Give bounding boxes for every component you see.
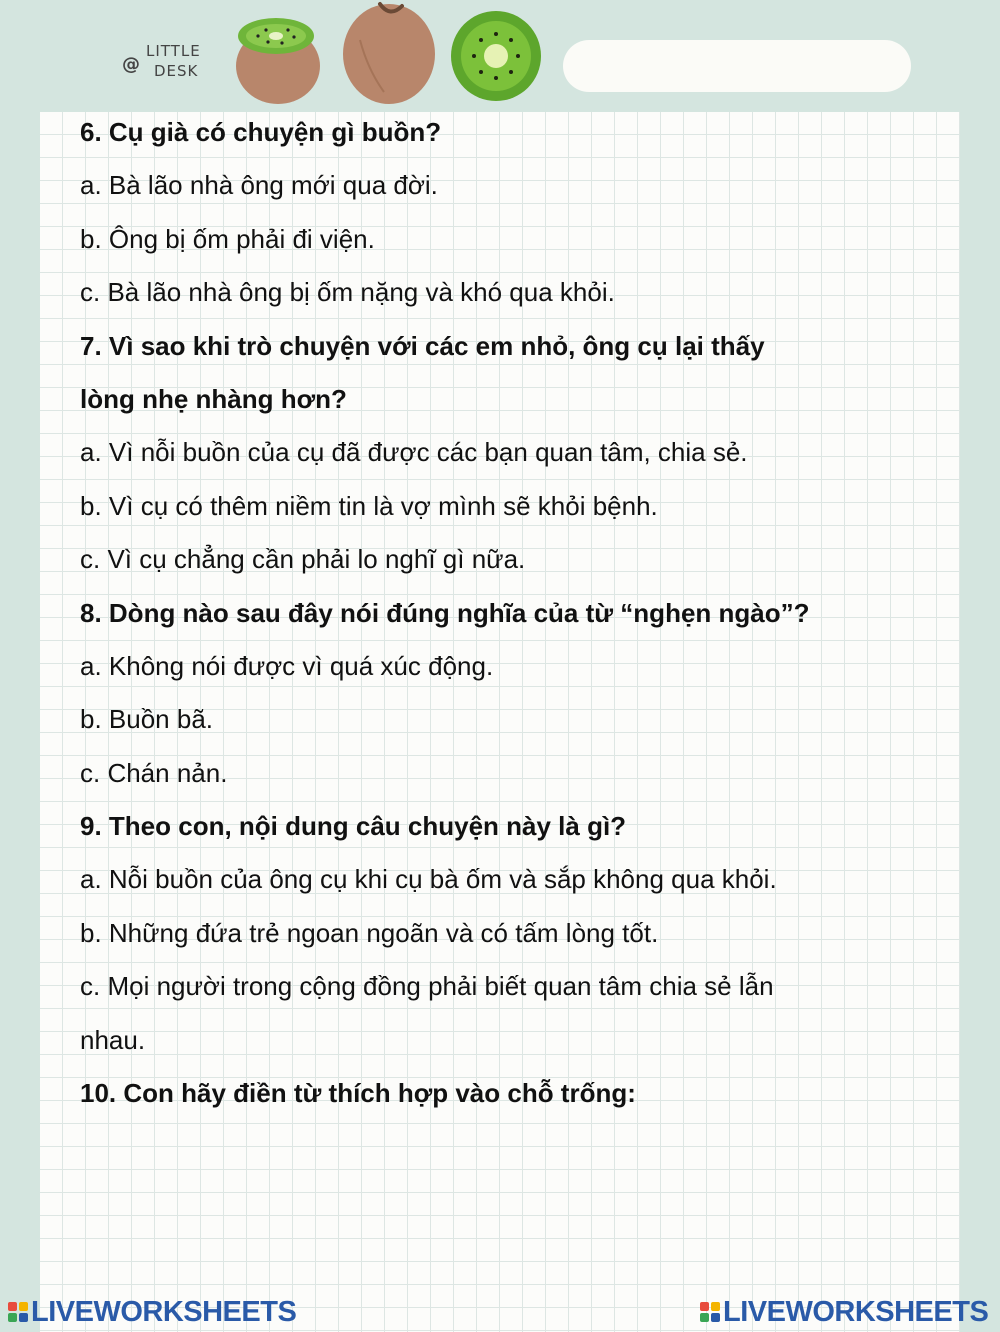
logo-at: @ [122,54,141,75]
answer-option: a. Nỗi buồn của ông cụ khi cụ bà ốm và sắp không qua khỏi. [80,864,777,895]
kiwi-slice-icon [448,8,544,104]
watermark-right-text: LIVEWORKSHEETS [723,1296,989,1328]
question-line: lòng nhẹ nhàng hơn? [80,383,347,414]
answer-option: c. Chán nản. [80,757,228,788]
worksheet-text [80,106,940,1120]
answer-option: a. Vì nỗi buồn của cụ đã được các bạn quan tâm, chia sẻ. [80,437,748,468]
answer-option: b. Vì cụ có thêm niềm tin là vợ mình sẽ khỏi bệnh. [80,490,658,521]
logo-line-2: DESK [154,62,199,80]
answer-option: b. Ông bị ốm phải đi viện. [80,223,375,254]
answer-option: c. Mọi người trong cộng đồng phải biết quan tâm chia sẻ lẫn [80,971,774,1002]
answer-option: b. Buồn bã. [80,704,213,735]
answer-option: c. Vì cụ chẳng cần phải lo nghĩ gì nữa. [80,544,526,575]
answer-option: c. Bà lão nhà ông bị ốm nặng và khó qua khỏi. [80,277,615,308]
answer-option: b. Những đứa trẻ ngoan ngoãn và có tấm lòng tốt. [80,917,659,948]
question-line: 10. Con hãy điền từ thích hợp vào chỗ trống: [80,1078,636,1109]
question-line: 6. Cụ già có chuyện gì buồn? [80,117,442,147]
answer-option: a. Bà lão nhà ông mới qua đời. [80,170,438,201]
liveworksheets-watermark-right [700,1296,988,1328]
liveworksheets-watermark-left [8,1296,296,1328]
question-line: 7. Vì sao khi trò chuyện với các em nhỏ, ông cụ lại thấy [80,330,765,361]
liveworksheets-logo-icon [8,1302,28,1322]
little-desk-logo [122,40,217,85]
answer-option: nhau. [80,1024,146,1055]
watermark-left-text: LIVEWORKSHEETS [31,1296,297,1328]
kiwi-whole-icon [340,0,438,106]
kiwi-half-icon [232,8,324,106]
title-pill [563,40,911,92]
question-line: 9. Theo con, nội dung câu chuyện này là gì? [80,811,627,842]
answer-option: a. Không nói được vì quá xúc động. [80,650,494,681]
question-line: 8. Dòng nào sau đây nói đúng nghĩa của từ “nghẹn ngào”? [80,597,810,628]
liveworksheets-logo-icon [700,1302,720,1322]
logo-line-1: LITTLE [146,42,201,60]
